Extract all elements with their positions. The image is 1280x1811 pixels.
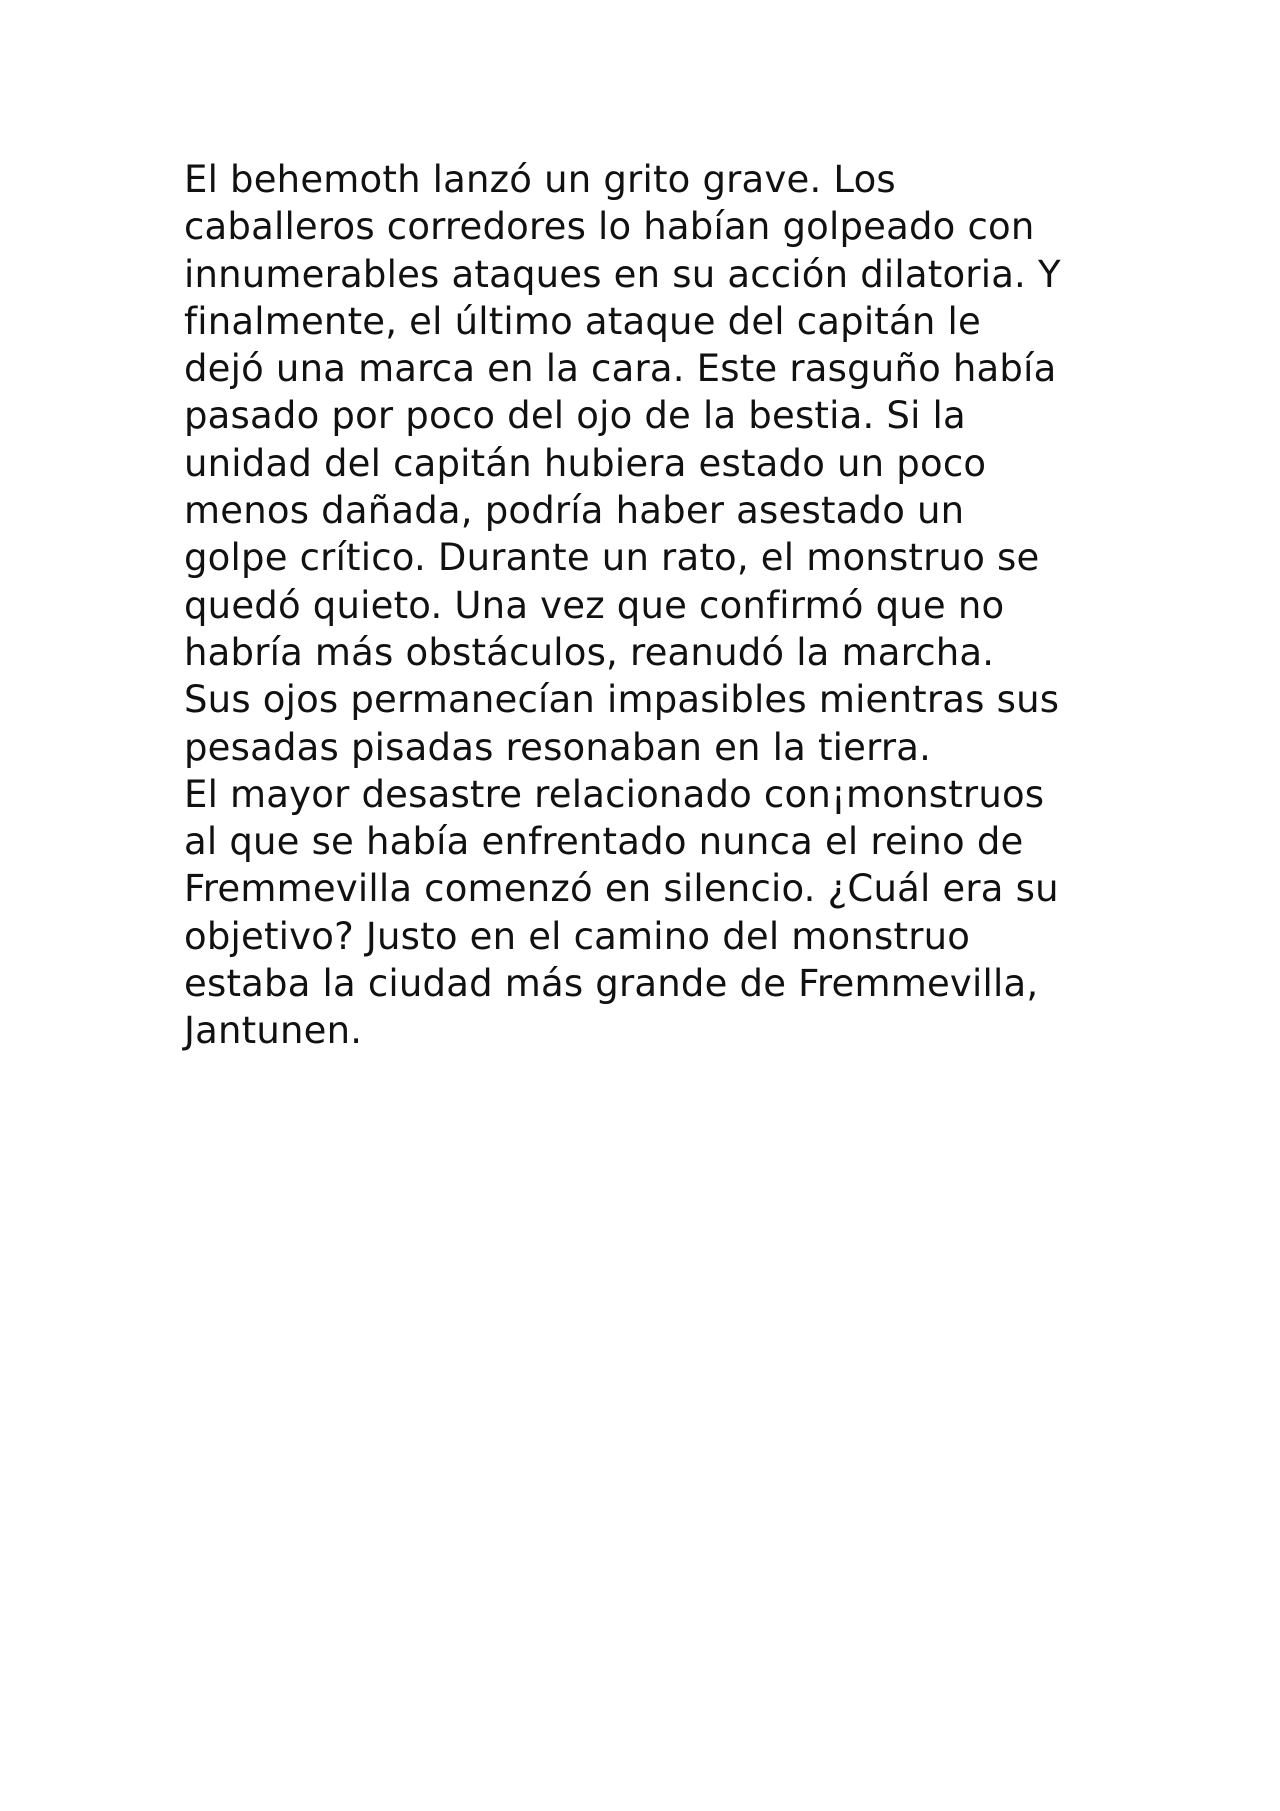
text-line: pasado por poco del ojo de la bestia. Si la (184, 394, 966, 438)
text-line: Sus ojos permanecían impasibles mientras sus (184, 678, 1060, 722)
body-text (184, 156, 1164, 1055)
text-line: finalmente, el último ataque del capitán le (184, 299, 981, 343)
text-line: dejó una marca en la cara. Este rasguño había (184, 347, 1057, 391)
text-line: menos dañada, podría haber asestado un (184, 489, 965, 533)
text-line: quedó quieto. Una vez que confirmó que no (184, 583, 1005, 627)
text-line: unidad del capitán hubiera estado un poco (184, 441, 987, 485)
text-line: golpe crítico. Durante un rato, el monstruo se (184, 536, 1040, 580)
text-line: El mayor desastre relacionado con¡monstruos (184, 772, 1045, 816)
text-line: al que se había enfrentado nunca el reino de (184, 820, 1024, 864)
text-line: pesadas pisadas resonaban en la tierra. (184, 725, 932, 769)
text-line: habría más obstáculos, reanudó la marcha. (184, 630, 995, 674)
text-line: Jantunen. (184, 1009, 363, 1053)
text-line: objetivo? Justo en el camino del monstruo (184, 914, 971, 958)
text-line: El behemoth lanzó un grito grave. Los (184, 158, 896, 201)
text-line: caballeros corredores lo habían golpeado con (184, 205, 1035, 249)
text-line: estaba la ciudad más grande de Fremmevilla, (184, 962, 1039, 1006)
text-line: innumerables ataques en su acción dilatoria. Y (184, 252, 1061, 296)
text-line: Fremmevilla comenzó en silencio. ¿Cuál era su (184, 867, 1059, 911)
